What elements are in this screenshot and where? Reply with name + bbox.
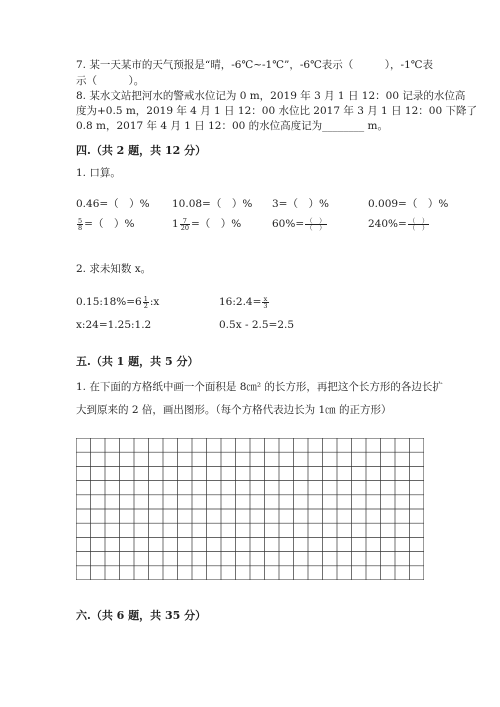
equation-3: x:24=1.25:1.2 bbox=[76, 319, 152, 331]
equation-4: 0.5x - 2.5=2.5 bbox=[219, 319, 295, 331]
oral-item-b2: 1 $\frac{7}{20}$ =（ ）% bbox=[172, 216, 242, 232]
question-8-line-2: 度为+0.5 m，2019 年 4 月 1 日 12：00 水位比 2017 年 3 月 1 日 12：00 下降了 bbox=[76, 105, 477, 117]
oral-item-a2: 10.08=（ ）% bbox=[172, 198, 253, 210]
section-5-title: 五.（共 1 题，共 5 分） bbox=[76, 355, 199, 368]
fraction: $\frac{( )}{( )}$ bbox=[408, 216, 429, 232]
oral-item-a3: 3=（ ）% bbox=[272, 198, 329, 210]
oral-item-b4: 240%= $\frac{( )}{( )}$ bbox=[368, 216, 429, 232]
square-grid-paper[interactable] bbox=[76, 438, 424, 580]
fraction: $\frac{x}{3}$ bbox=[263, 294, 268, 310]
solve-x-label: 2. 求未知数 x。 bbox=[76, 263, 152, 275]
fraction: $\frac{7}{20}$ bbox=[180, 216, 189, 232]
oral-calc-label: 1. 口算。 bbox=[76, 167, 121, 179]
fraction: $\frac{1}{2}$ bbox=[143, 294, 148, 310]
section-6-title: 六.（共 6 题，共 35 分） bbox=[76, 609, 207, 622]
section-5-question-line-2: 大到原来的 2 倍，画出图形。（每个方格代表边长为 1㎝ 的正方形） bbox=[76, 404, 392, 416]
oral-item-a4: 0.009=（ ）% bbox=[368, 198, 449, 210]
equation-1: 0.15:18%=6 $\frac{1}{2}$ :x bbox=[76, 294, 160, 310]
question-8-line-3: 0.8 m，2017 年 4 月 1 日 12：00 的水位高度记为________ m。 bbox=[76, 120, 388, 132]
oral-item-b1: $\frac{5}{8}$ =（ ）% bbox=[78, 216, 135, 232]
question-7-line-1: 7. 某一天某市的天气预报是“晴，-6℃~-1℃”，-6℃表示（ ），-1℃表 bbox=[76, 59, 434, 71]
question-8-line-1: 8. 某水文站把河水的警戒水位记为 0 m，2019 年 3 月 1 日 12：00 记录的水位高 bbox=[76, 90, 466, 102]
fraction: $\frac{5}{8}$ bbox=[78, 216, 83, 232]
fraction: $\frac{( )}{( )}$ bbox=[306, 216, 326, 232]
section-4-title: 四.（共 2 题，共 12 分） bbox=[76, 144, 207, 157]
oral-item-b3: 60%= $\frac{( )}{( )}$ bbox=[272, 216, 326, 232]
oral-item-a1: 0.46=（ ）% bbox=[76, 198, 150, 210]
equation-2: 16:2.4= $\frac{x}{3}$ bbox=[219, 294, 268, 310]
question-7-line-2: 示（ ）。 bbox=[76, 75, 145, 87]
section-5-question-line-1: 1. 在下面的方格纸中画一个面积是 8㎝² 的长方形，再把这个长方形的各边长扩 bbox=[76, 381, 443, 393]
